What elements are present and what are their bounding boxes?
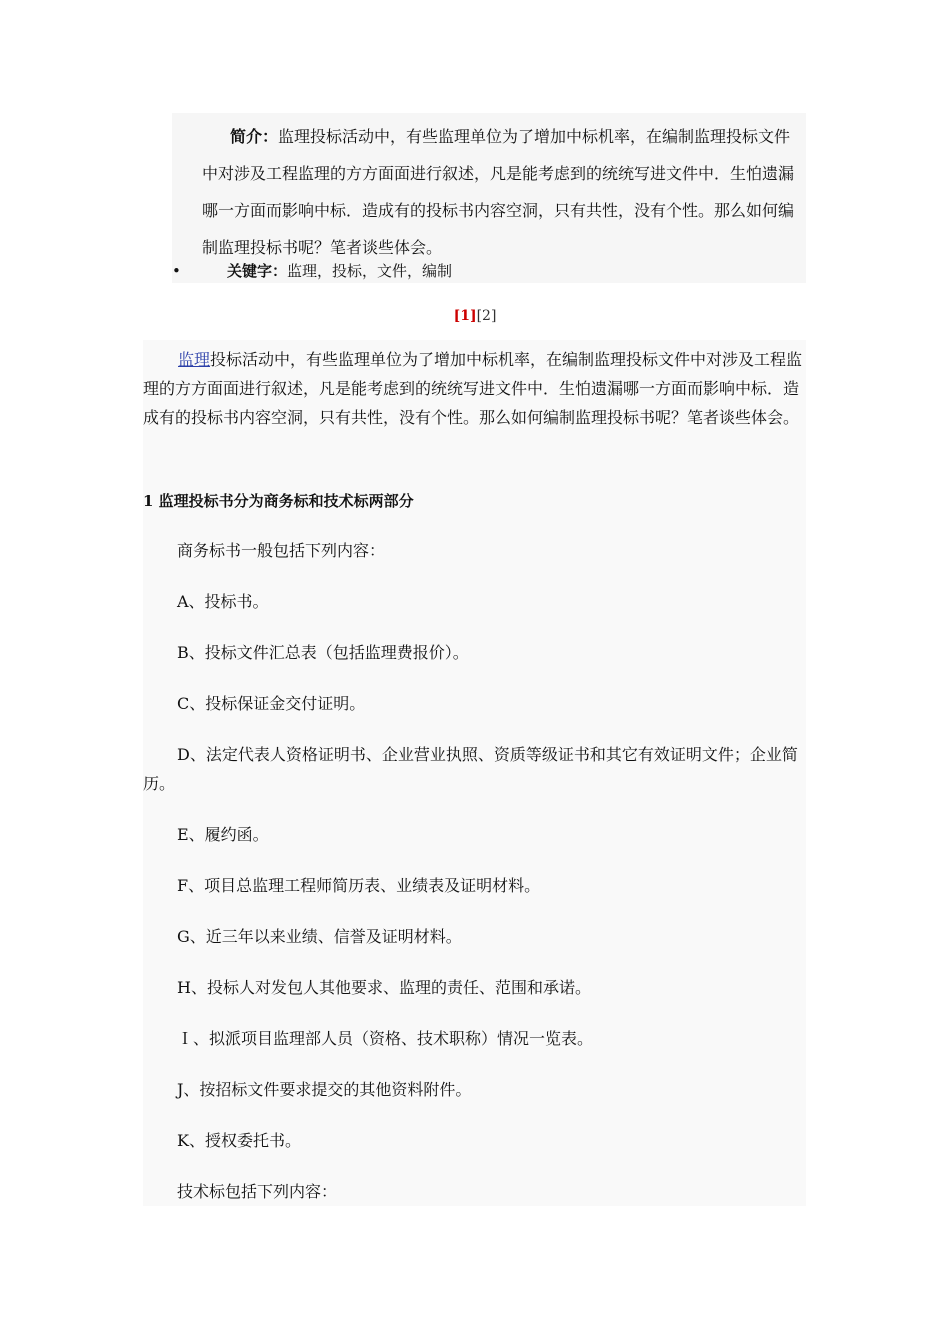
section-heading: 1 监理投标书分为商务标和技术标两部分 xyxy=(143,492,414,510)
list-item-f: F、项目总监理工程师简历表、业绩表及证明材料。 xyxy=(177,876,541,895)
pagination xyxy=(0,305,950,327)
bullet-icon: • xyxy=(172,262,181,280)
keywords-label: 关键字： xyxy=(227,262,288,280)
list-item-a: A、投标书。 xyxy=(177,592,269,611)
intro-paragraph xyxy=(143,345,806,432)
list-item-e: E、履约函。 xyxy=(177,825,269,844)
list-item-b: B、投标文件汇总表（包括监理费报价）。 xyxy=(177,643,469,662)
page-link-current[interactable]: [1] xyxy=(453,308,477,324)
technical-intro: 技术标包括下列内容： xyxy=(177,1182,338,1201)
list-item-c: C、投标保证金交付证明。 xyxy=(177,694,366,713)
list-item-j: J、按招标文件要求提交的其他资料附件。 xyxy=(177,1080,472,1099)
list-item-k: K、授权委托书。 xyxy=(177,1131,301,1150)
summary-text: 监理投标活动中，有些监理单位为了增加中标机率，在编制监理投标文件中对涉及工程监理的方方面面进行叙述，凡是能考虑到的统统写进文件中．生怕遗漏哪一方面而影响中标．造成有的投标书内容空洞，只有共性，没有个性。那么如何编制监理投标书呢？笔者谈些体会。 xyxy=(202,127,795,257)
list-item-i: Ｉ、拟派项目监理部人员（资格、技术职称）情况一览表。 xyxy=(177,1029,594,1048)
keywords-text: 监理，投标，文件，编制 xyxy=(287,262,453,280)
keywords-line xyxy=(227,257,452,285)
summary-label: 简介： xyxy=(230,127,279,146)
list-item-d: D、法定代表人资格证明书、企业营业执照、资质等级证书和其它有效证明文件；企业简历。 xyxy=(143,745,798,793)
keywords-row xyxy=(172,257,806,285)
page-link-2[interactable]: [2] xyxy=(476,308,497,324)
supervision-link[interactable]: 监理 xyxy=(178,350,211,369)
summary-paragraph xyxy=(202,118,806,266)
intro-text: 投标活动中，有些监理单位为了增加中标机率，在编制监理投标文件中对涉及工程监理的方方面面进行叙述，凡是能考虑到的统统写进文件中．生怕遗漏哪一方面而影响中标．造成有的投标书内容空洞，只有共性，没有个性。那么如何编制监理投标书呢？笔者谈些体会。 xyxy=(143,350,803,427)
list-item-h: H、投标人对发包人其他要求、监理的责任、范围和承诺。 xyxy=(177,978,591,997)
commercial-intro: 商务标书一般包括下列内容： xyxy=(177,541,386,560)
list-item-g: G、近三年以来业绩、信誉及证明材料。 xyxy=(177,927,462,946)
